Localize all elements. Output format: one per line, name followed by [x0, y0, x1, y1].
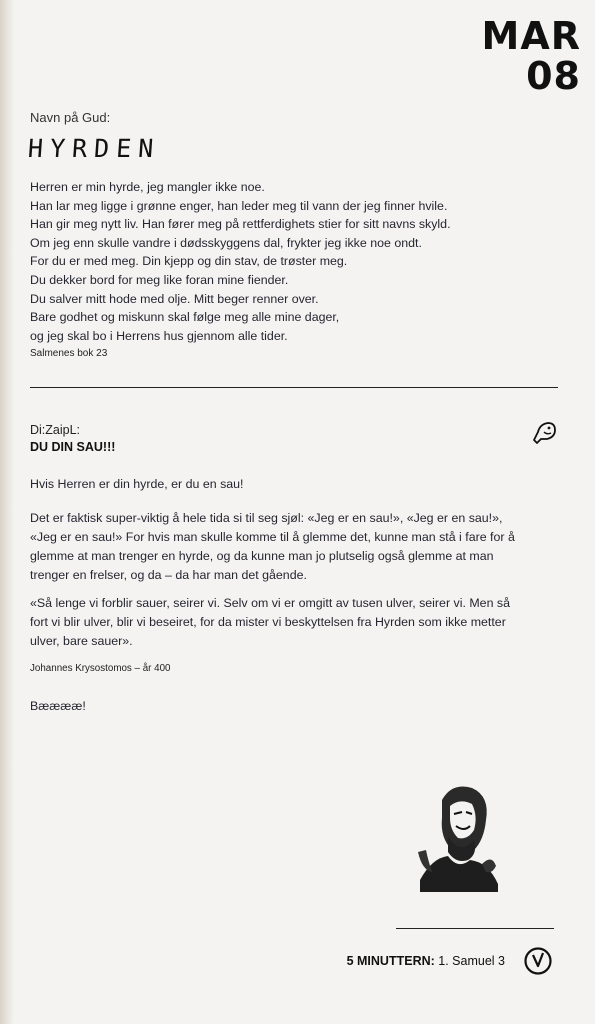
psalm-line: og jeg skal bo i Herrens hus gjennom alle tider.: [30, 328, 288, 343]
paragraph-intro: Hvis Herren er din hyrde, er du en sau!: [30, 477, 244, 491]
date-month: MAR: [481, 14, 581, 58]
quote-source: Johannes Krysostomos – år 400: [30, 663, 171, 674]
section-divider: [30, 387, 558, 388]
psalm-source: Salmenes bok 23: [30, 348, 108, 360]
footer-reference: 1. Samuel 3: [438, 954, 505, 968]
footer-label: 5 MINUTTERN:: [346, 954, 435, 968]
psalm-line: Bare godhet og miskunn skal følge meg alle mine dager,: [30, 310, 340, 325]
psalm-line: For du er med meg. Din kjepp og din stav, de trøster meg.: [30, 254, 348, 269]
footer-divider: [396, 928, 554, 929]
quote-text: «Så lenge vi forblir sauer, seirer vi. Selv om vi er omgitt av tusen ulver, seirer vi. Men så fort vi blir ulver, blir vi beseiret, for da mister vi beskyttelsen fra Hyrden som ikke metter ulver, bare sauer».: [30, 596, 510, 648]
portrait-illustration: [412, 780, 504, 892]
date-day: 08: [526, 54, 581, 98]
psalm-line: Du dekker bord for meg like foran mine fiender.: [30, 272, 289, 287]
psalm-line: Herren er min hyrde, jeg mangler ikke noe.: [30, 180, 265, 194]
closing-text: Bææææ!: [30, 699, 86, 713]
clock-icon: [523, 946, 553, 976]
author-name: Di:ZaipL:: [30, 423, 81, 437]
psalm-line: Om jeg enn skulle vandre i dødsskyggens dal, frykter jeg ikke noe ondt.: [30, 235, 422, 250]
psalm-line: Han gir meg nytt liv. Han fører meg på rettferdighets stier for sitt navns skyld.: [30, 217, 451, 232]
date-stamp: [482, 16, 581, 96]
psalm-text: [30, 178, 550, 359]
five-minute-reference: [347, 954, 505, 968]
bird-icon: [530, 418, 558, 446]
psalm-line: Han lar meg ligge i grønne enger, han leder meg til vann der jeg finner hvile.: [30, 198, 448, 213]
god-name-title: HYRDEN: [26, 134, 162, 163]
god-name-label: Navn på Gud:: [30, 110, 111, 125]
psalm-line: Du salver mitt hode med olje. Mitt beger renner over.: [30, 291, 319, 306]
paragraph-body: Det er faktisk super-viktig å hele tida si til seg sjøl: «Jeg er en sau!», «Jeg er en sau!», «Jeg er en sau!» For hvis man skulle komme til å glemme det, kunne man stå i fare for å glemme at man trenger en hyrde, og da kunne man jo plutselig også glemme at man trenger en frelser, og da – da har man det gående.: [30, 511, 515, 582]
devotion-title: DU DIN SAU!!!: [30, 440, 116, 454]
page-edge-shadow: [0, 0, 14, 1024]
